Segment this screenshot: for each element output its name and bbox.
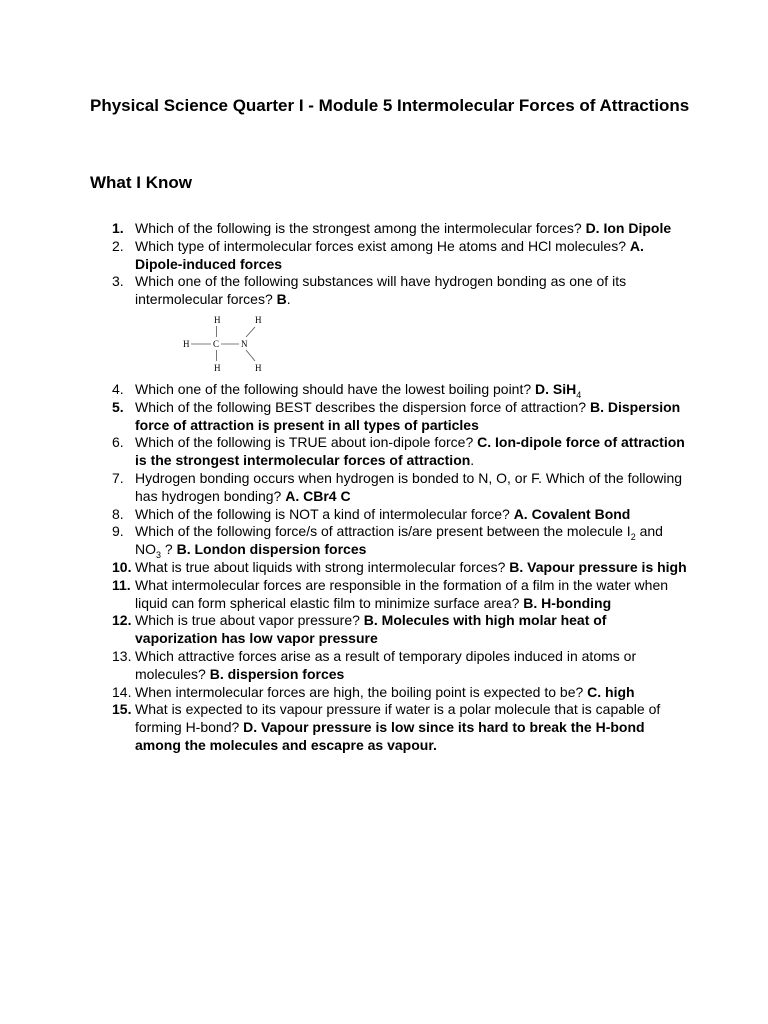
atom-h-bottom: H [214, 362, 221, 373]
question-number: 4. [112, 380, 124, 397]
question-item-14 [90, 684, 690, 702]
question-number: 12. [112, 612, 132, 629]
question-number: 13. [112, 647, 132, 664]
answer-text: B. H-bonding [523, 594, 612, 611]
answer-text: C. high [587, 683, 635, 700]
question-number: 14. [112, 683, 132, 700]
question-item-13 [90, 648, 690, 684]
question-text: What is true about liquids with strong intermolecular forces? [135, 558, 510, 575]
question-number: 15. [112, 701, 132, 718]
question-number: 11. [112, 576, 131, 593]
answer-text: A. Covalent Bond [513, 505, 631, 522]
question-item-5 [90, 399, 690, 435]
question-item-2 [90, 238, 690, 274]
answer-text: A. Dipole-induced forces [135, 237, 644, 272]
question-number: 10. [112, 558, 132, 575]
question-text: Which one of the following substances will have hydrogen bonding as one of its intermolecular forces? [135, 273, 627, 308]
question-list [90, 220, 690, 755]
bond-n-h-bottom [246, 350, 255, 361]
question-subscript: 3 [156, 549, 162, 560]
question-text: Which of the following is NOT a kind of intermolecular force? [135, 505, 514, 522]
answer-text: D. Ion Dipole [585, 220, 672, 236]
question-number: 8. [112, 505, 124, 522]
question-item-9 [90, 523, 690, 559]
question-number: 9. [112, 523, 124, 540]
section-heading: What I Know [90, 173, 192, 192]
question-item-3 [90, 273, 690, 375]
question-text: Which of the following is TRUE about ion-dipole force? [135, 434, 478, 451]
question-item-11 [90, 577, 690, 613]
question-number: 6. [112, 434, 124, 451]
answer-text: D. SiH [535, 380, 577, 397]
question-number: 5. [112, 398, 124, 415]
answer-text: B. Dispersion force of attraction is present in all types of particles [135, 398, 681, 433]
question-text: What intermolecular forces are responsible in the formation of a film in the water when liquid can form spherical elastic film to minimize surface area? [135, 576, 669, 611]
question-number: 3. [112, 273, 124, 290]
atom-n: N [241, 338, 248, 349]
answer-punctuation: . [470, 452, 475, 469]
question-item-12 [90, 612, 690, 648]
answer-text: B. Vapour pressure is high [509, 558, 687, 575]
question-item-4 [90, 381, 690, 399]
atom-c: C [213, 338, 220, 349]
answer-text: C. Ion-dipole force of attraction is the strongest intermolecular forces of attraction [135, 434, 685, 469]
question-text: ? [161, 541, 177, 558]
question-text: Hydrogen bonding occurs when hydrogen is bonded to N, O, or F. Which of the following has hydrogen bonding? [135, 469, 683, 504]
question-subscript: 2 [630, 532, 636, 543]
answer-text: D. Vapour pressure is low since its hard to break the H-bond among the molecules and escapre as vapour. [135, 719, 645, 753]
question-text: What is expected to its vapour pressure if water is a polar molecule that is capable of forming H-bond? [135, 701, 661, 736]
question-item-8 [90, 506, 690, 524]
answer-punctuation: . [286, 291, 291, 308]
question-text: When intermolecular forces are high, the boiling point is expected to be? [135, 683, 588, 700]
atom-h-top: H [214, 314, 221, 325]
question-text: and NO [135, 523, 663, 558]
question-number: 1. [112, 220, 124, 236]
document-title: Physical Science Quarter I - Module 5 Intermolecular Forces of Attractions [90, 96, 690, 115]
question-item-6 [90, 434, 690, 470]
question-text: Which attractive forces arise as a result of temporary dipoles induced in atoms or molecules? [135, 647, 637, 682]
question-number: 7. [112, 469, 124, 486]
question-item-15 [90, 701, 690, 754]
answer-subscript: 4 [576, 389, 582, 400]
bond-n-h-top [246, 327, 255, 337]
question-text: Which of the following BEST describes the dispersion force of attraction? [135, 398, 590, 415]
methylamine-structure-diagram [183, 313, 293, 375]
question-item-7 [90, 470, 690, 506]
atom-h-left: H [183, 338, 190, 349]
question-text: Which of the following force/s of attraction is/are present between the molecule I [135, 523, 631, 540]
question-text: Which type of intermolecular forces exist among He atoms and HCl molecules? [135, 237, 630, 254]
answer-text: B. London dispersion forces [176, 541, 367, 558]
answer-text: B. dispersion forces [209, 665, 345, 682]
answer-text: A. CBr4 C [285, 487, 351, 504]
answer-text: B. Molecules with high molar heat of vaporization has low vapor pressure [135, 612, 607, 647]
atom-h-top-right: H [255, 314, 262, 325]
question-text: Which of the following is the strongest among the intermolecular forces? [135, 220, 586, 236]
question-item-1 [90, 220, 690, 238]
question-text: Which is true about vapor pressure? [135, 612, 364, 629]
answer-text: B [276, 291, 287, 308]
question-item-10 [90, 559, 690, 577]
question-text: Which one of the following should have the lowest boiling point? [135, 380, 536, 397]
atom-h-bottom-right: H [255, 362, 262, 373]
question-number: 2. [112, 237, 124, 254]
